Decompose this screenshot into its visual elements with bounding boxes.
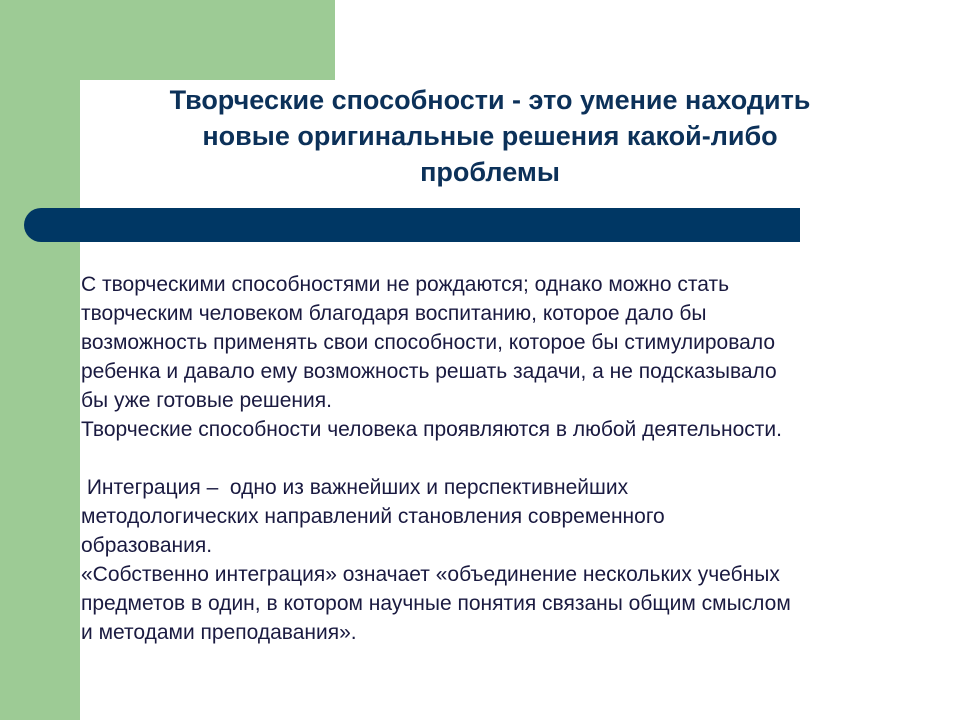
body-line-3: возможность применять свои способности, которое бы стимулировало	[81, 331, 776, 354]
body-line-12: предметов в один, в котором научные понятия связаны общим смыслом	[81, 592, 791, 615]
body-line-11: «Собственно интеграция» означает «объединение нескольких учебных	[81, 563, 780, 586]
decorative-green-top-band	[0, 0, 335, 80]
title-line-3: проблемы	[420, 157, 560, 187]
body-line-4: ребенка и давало ему возможность решать задачи, а не подсказывало	[81, 360, 777, 383]
body-line-blank	[81, 444, 921, 473]
slide-body-text	[81, 270, 921, 647]
body-line-1: С творческими способностями не рождаются; однако можно стать	[81, 273, 730, 296]
body-line-6: Творческие способности человека проявляются в любой деятельности.	[81, 418, 782, 441]
body-line-10: образования.	[81, 534, 213, 557]
body-line-8: Интеграция – одно из важнейших и перспективнейших	[81, 476, 629, 499]
title-divider-bar	[24, 208, 800, 242]
title-line-1: Творческие способности - это умение находить	[169, 85, 811, 115]
body-line-9: методологических направлений становления современного	[81, 505, 665, 528]
body-line-5: бы уже готовые решения.	[81, 389, 332, 412]
title-line-2: новые оригинальные решения какой-либо	[202, 121, 778, 151]
slide-title	[95, 82, 885, 190]
body-line-13: и методами преподавания».	[81, 621, 357, 644]
body-line-2: творческим человеком благодаря воспитанию, которое дало бы	[81, 302, 707, 325]
decorative-green-vertical-band	[0, 0, 80, 720]
